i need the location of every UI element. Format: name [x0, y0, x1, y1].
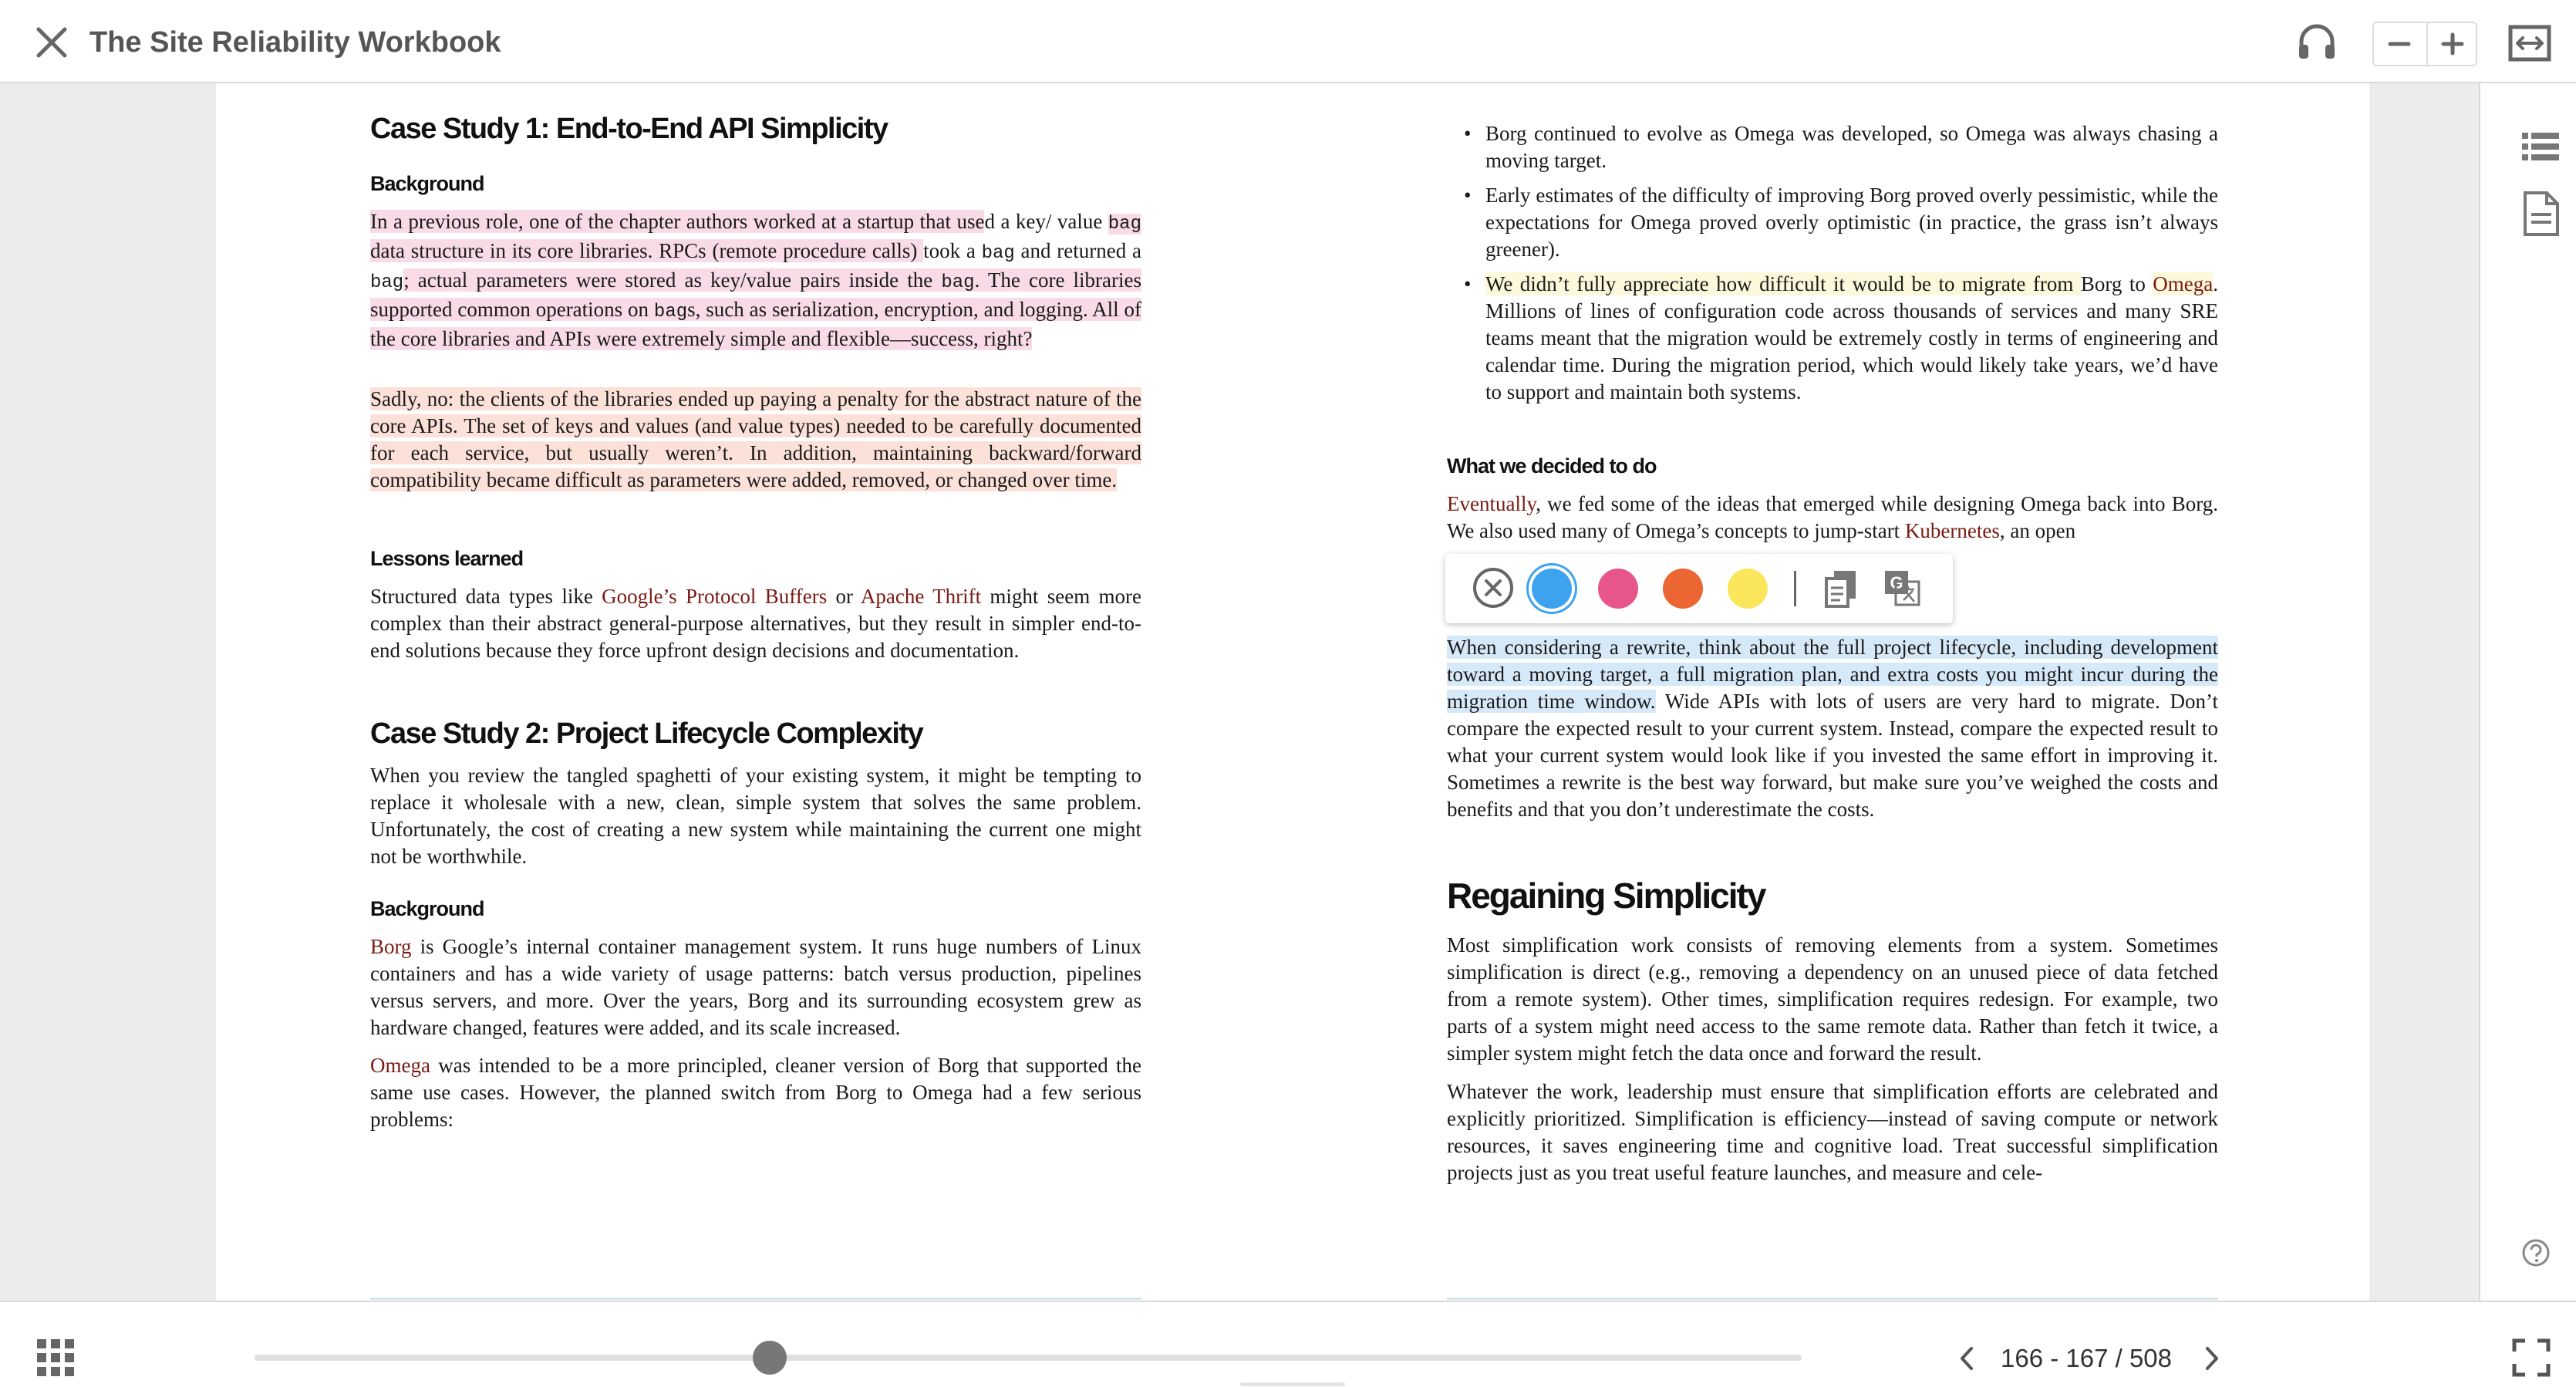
heading-case-study-1: Case Study 1: End-to-End API Simplicity: [370, 113, 888, 145]
highlight-color-pink[interactable]: [1598, 569, 1638, 609]
list-item[interactable]: • Early estimates of the difficulty of improving Borg proved overly pessimistic, while the expectations for Omega proved overly optimistic (in practice, the grass isn’t always greener).: [1447, 182, 2218, 263]
paragraph-structured-data[interactable]: Structured data types like Google’s Protocol Buffers or Apache Thrift might seem more complex than their abstract general-purpose alternatives, but they result in simpler end-to-end solutions because they force upfront design decisions and documentation.: [370, 585, 1141, 662]
highlight-color-yellow[interactable]: [1728, 569, 1768, 609]
copy-icon[interactable]: [1819, 565, 1865, 611]
bullet-list: [1447, 120, 2218, 406]
close-icon[interactable]: [31, 22, 72, 63]
minus-icon[interactable]: [2374, 23, 2425, 65]
paragraph-simplification-work[interactable]: Most simplification work consists of removing elements from a system. Sometimes simplification is direct (e.g., removing a dependency on an unused piece of data fetched from a remote system). Other times, simplification requires redesign. For example, two parts of a system might need access to the same remote data. Rather than fetch it twice, a simpler system might fetch the data once and forward the result.: [1447, 933, 2218, 1065]
link-omega[interactable]: Omega: [370, 1054, 430, 1077]
right-page: [1447, 83, 2218, 1301]
chevron-right-icon[interactable]: [2193, 1339, 2229, 1378]
slider-thumb[interactable]: [753, 1341, 787, 1375]
document-icon[interactable]: [2520, 190, 2562, 238]
paragraph-rewrite[interactable]: When considering a rewrite, think about the full project lifecycle, including development toward a moving target, a full migration plan, and extra costs you might incur during the migration time window. Wide APIs with lots of users are very hard to migrate. Don’t compare the expected result to your current system. Instead, compare the expected result to what your current system would look like if you invested the same effort in improving it. Sometimes a rewrite is the best way forward, but make sure you’ve weighed the costs and benefits and that you don’t underestimate the costs.: [1447, 636, 2219, 821]
highlight-color-orange[interactable]: [1663, 569, 1703, 609]
fullscreen-icon[interactable]: [2511, 1338, 2551, 1378]
page-spread: [216, 83, 2369, 1301]
plus-icon[interactable]: [2426, 23, 2477, 65]
right-sidebar: [2479, 83, 2576, 1301]
link-protocol-buffers[interactable]: Google’s Protocol Buffers: [602, 585, 828, 608]
remove-highlight-icon[interactable]: [1470, 565, 1516, 611]
heading-what-we-decided: What we decided to do: [1447, 454, 1657, 478]
drag-handle: [1240, 1382, 1345, 1386]
fit-width-icon[interactable]: [2507, 20, 2553, 66]
paragraph-tangled-spaghetti[interactable]: When you review the tangled spaghetti of your existing system, it might be tempting to replace it wholesale with a new, clean, simple system that solves the same problem. Unfortunately, the cost of creating a new system while maintaining the current one might not be worthwhile.: [370, 764, 1141, 868]
chevron-left-icon[interactable]: [1950, 1339, 1985, 1378]
zoom-controls: [2372, 22, 2477, 66]
paragraph-omega[interactable]: Omega was intended to be a more principled, cleaner version of Borg that supported the same use cases. However, the planned switch from Borg to Omega had a few serious problems:: [370, 1054, 1141, 1131]
paragraph-api-bag[interactable]: In a previous role, one of the chapter authors worked at a startup that used a key/ value bag data structure in its core libraries. RPCs (remote procedure calls) took a bag and returned a bag; actual parameters were stored as key/value pairs inside the bag. The core libraries supported common operations on bags, such as serialization, encryption, and logging. All of the core libraries and APIs were extremely simple and flexible—success, right?: [370, 210, 1141, 350]
link-borg[interactable]: Borg: [370, 935, 412, 958]
heading-background-2: Background: [370, 897, 484, 920]
help-icon[interactable]: [2520, 1237, 2551, 1268]
page-rule: [370, 1298, 1141, 1300]
heading-regaining-simplicity: Regaining Simplicity: [1447, 876, 1765, 916]
page-rule: [1447, 1298, 2218, 1300]
paragraph-sadly[interactable]: Sadly, no: the clients of the libraries ended up paying a penalty for the abstract nature of the core APIs. The set of keys and values (and value types) needed to be carefully documented for each service, but usually weren’t. In addition, maintaining backward/forward compatibility became difficult as parameters were added, removed, or changed over time.: [370, 387, 1141, 491]
bottom-bar: [0, 1301, 2576, 1387]
paragraph-eventually[interactable]: Eventually, we fed some of the ideas that emerged while designing Omega back into Borg. We also used many of Omega’s concepts to jump-start Kubernetes, an open: [1447, 492, 2218, 542]
list-item[interactable]: • We didn’t fully appreciate how difficult it would be to migrate from Borg to Omega. Millions of lines of configuration code across thousands of services and many SRE teams meant that the migration would be extremely costly in terms of engineering and calendar time. During the migration period, which would likely take years, we’d have to support and maintain both systems.: [1447, 271, 2218, 406]
link-kubernetes[interactable]: Kubernetes: [1904, 519, 2000, 542]
list-item[interactable]: • Borg continued to evolve as Omega was developed, so Omega was always chasing a moving target.: [1447, 120, 2218, 174]
toolbar-divider: [1794, 571, 1796, 606]
link-omega[interactable]: Omega: [2153, 272, 2214, 295]
heading-lessons-learned: Lessons learned: [370, 547, 524, 570]
top-bar: [0, 0, 2576, 83]
svg-text:G: G: [1890, 573, 1903, 592]
page-slider[interactable]: [255, 1355, 1802, 1361]
grid-icon[interactable]: [35, 1338, 76, 1378]
link-eventually[interactable]: Eventually: [1447, 492, 1536, 515]
selected-text[interactable]: When considering a rewrite, think about the full project lifecycle, including development toward a moving target, a full migration plan, and extra costs you might incur during the migration time window.: [1447, 636, 2218, 713]
page-indicator: 166 - 167 / 508: [2001, 1344, 2173, 1372]
heading-case-study-2: Case Study 2: Project Lifecycle Complexity: [370, 717, 923, 750]
highlight-toolbar: [1445, 554, 1953, 623]
heading-background: Background: [370, 172, 484, 195]
translate-icon[interactable]: [1879, 565, 1925, 611]
highlight-color-blue[interactable]: [1532, 569, 1572, 609]
list-icon[interactable]: [2519, 125, 2562, 168]
link-apache-thrift[interactable]: Apache Thrift: [860, 585, 982, 608]
book-title: The Site Reliability Workbook: [89, 26, 501, 59]
left-page: [370, 83, 1141, 1301]
paragraph-borg[interactable]: Borg is Google’s internal container management system. It runs huge numbers of Linux containers and has a wide variety of usage patterns: batch versus production, pipelines versus servers, and more. Over the years, Borg and its surrounding ecosystem grew as hardware changed, features were added, and its scale increased.: [370, 935, 1141, 1039]
headphones-icon[interactable]: [2295, 20, 2338, 63]
paragraph-leadership[interactable]: Whatever the work, leadership must ensure that simplification efforts are celebrated and explicitly prioritized. Simplification is efficiency—instead of saving compute or network resources, it saves engineering time and cognitive load. Treat successful simplification projects just as you treat useful feature launches, and measure and cele-: [1447, 1080, 2218, 1184]
